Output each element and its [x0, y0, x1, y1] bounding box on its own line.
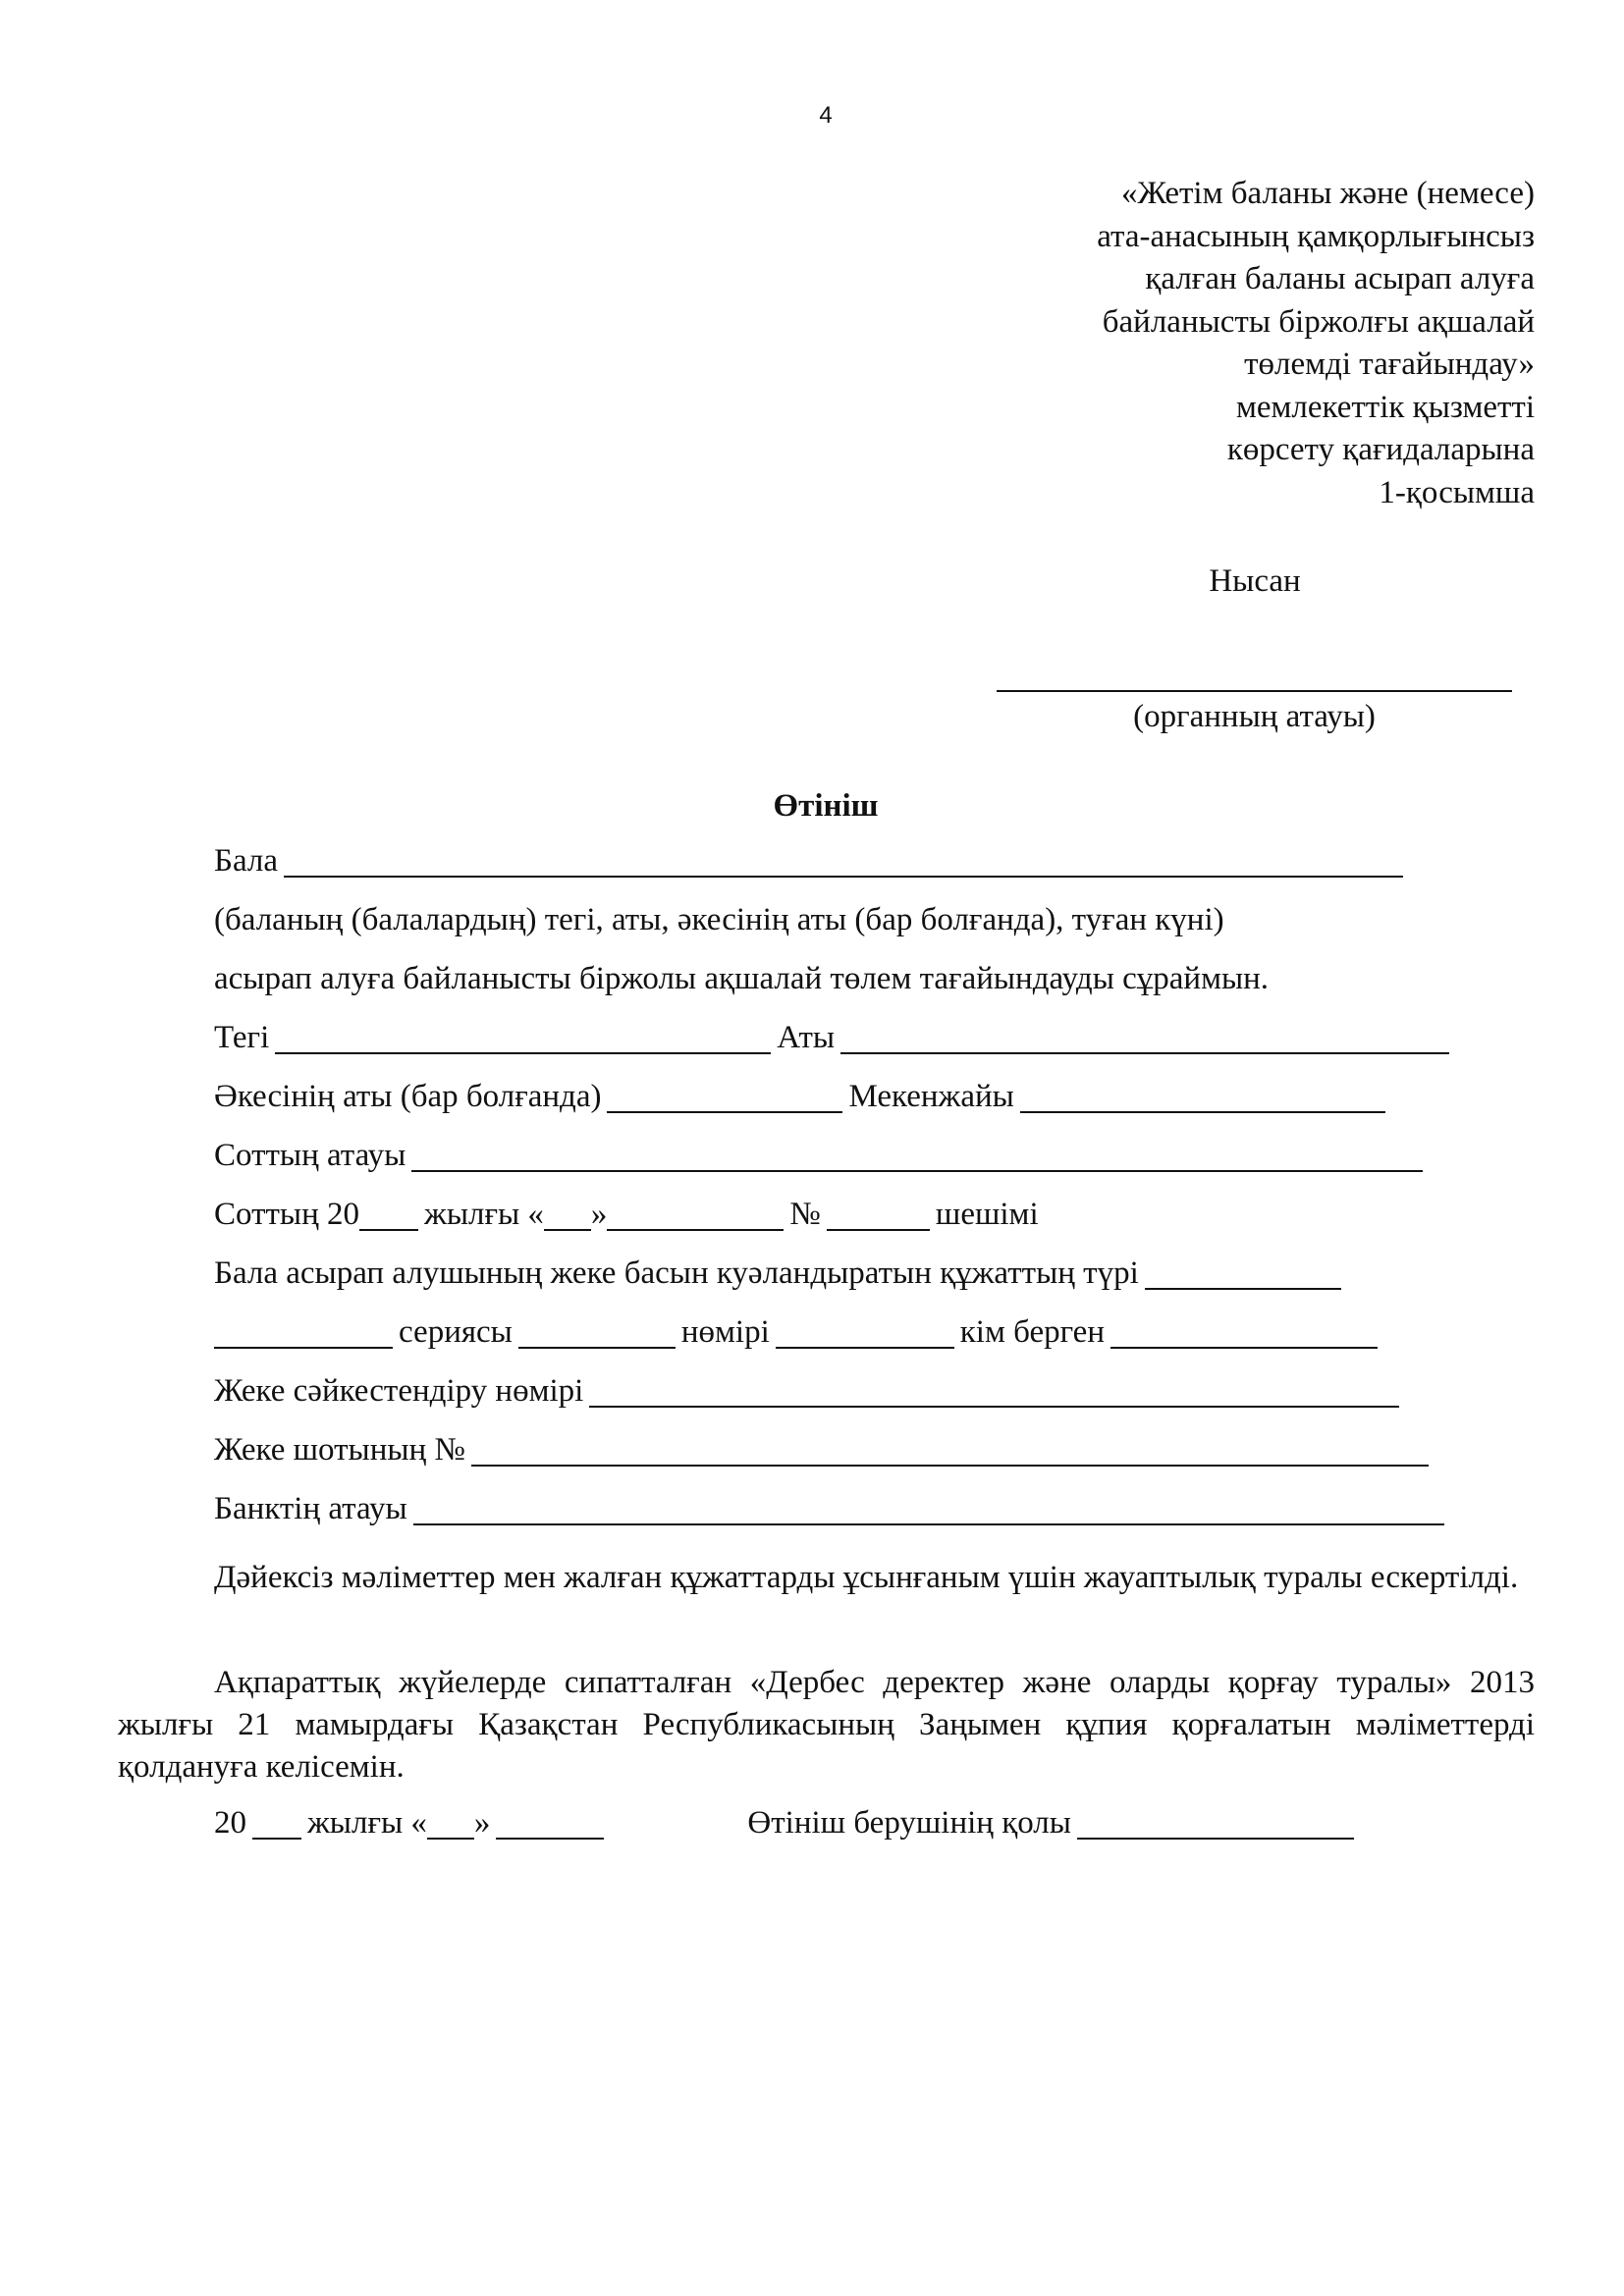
- signature-row: [214, 1804, 1360, 1843]
- document-title: Өтініш: [773, 788, 879, 824]
- address-label: Мекенжайы: [848, 1079, 1014, 1114]
- court-decision-year-field[interactable]: [359, 1200, 418, 1231]
- warning-paragraph: [118, 1557, 1535, 1599]
- patronymic-label: Әкесінің аты (бар болғанда): [214, 1079, 602, 1114]
- request-text: асырап алуға байланысты біржолы ақшалай төлем тағайындауды сұраймын.: [214, 961, 1270, 996]
- series-field[interactable]: [518, 1317, 676, 1349]
- surname-field[interactable]: [275, 1023, 771, 1054]
- patronymic-address-row: [214, 1078, 1391, 1117]
- court-decision-day-field[interactable]: [544, 1200, 591, 1231]
- number-field[interactable]: [776, 1317, 954, 1349]
- issued-by-label: кім берген: [959, 1314, 1105, 1350]
- court-name-field[interactable]: [411, 1141, 1423, 1172]
- address-field[interactable]: [1020, 1082, 1385, 1113]
- account-row: [214, 1431, 1435, 1470]
- court-name-row: [214, 1137, 1429, 1176]
- iin-row: [214, 1372, 1405, 1412]
- bank-field[interactable]: [413, 1494, 1444, 1525]
- court-decision-suffix: шешімі: [935, 1197, 1039, 1232]
- appendix-line: көрсету қағидаларына: [1226, 432, 1535, 467]
- child-hint-row: [214, 901, 1224, 940]
- court-decision-number-label: №: [789, 1197, 821, 1232]
- appendix-header: [1097, 173, 1535, 514]
- iin-field[interactable]: [589, 1376, 1399, 1408]
- signature-field[interactable]: [1077, 1808, 1354, 1840]
- number-label: нөмірі: [680, 1314, 770, 1350]
- id-doc-type-label: Бала асырап алушының жеке басын куәландыратын құжаттың түрі: [214, 1255, 1139, 1291]
- signature-month-field[interactable]: [496, 1808, 604, 1840]
- court-decision-number-field[interactable]: [827, 1200, 930, 1231]
- appendix-line: ата-анасының қамқорлығынсыз: [1097, 218, 1535, 254]
- court-decision-day-close: »: [590, 1197, 608, 1232]
- bank-row: [214, 1490, 1450, 1529]
- series-label: сериясы: [399, 1314, 513, 1350]
- consent-text: Ақпараттық жүйелерде сипатталған «Дербес деректер және оларды қорғау туралы» 2013 жылғы 21 мамырдағы Қазақстан Республикасының Заңымен құпия қорғалатын мәліметтерді қолдануға келісемін.: [118, 1665, 1535, 1785]
- court-name-label: Соттың атауы: [214, 1138, 406, 1173]
- appendix-line: «Жетім баланы және (немесе): [1120, 176, 1535, 211]
- name-label: Аты: [777, 1020, 836, 1055]
- court-decision-month-field[interactable]: [607, 1200, 784, 1231]
- signature-date-prefix: 20: [214, 1805, 246, 1841]
- appendix-line: төлемді тағайындау»: [1244, 347, 1535, 382]
- issued-by-field[interactable]: [1110, 1317, 1378, 1349]
- signature-year-field[interactable]: [252, 1808, 301, 1840]
- organ-name-field[interactable]: [997, 690, 1512, 692]
- court-decision-row: [214, 1196, 1039, 1235]
- signature-date-close: »: [473, 1805, 491, 1841]
- signature-date-year-label: жылғы «: [307, 1805, 427, 1841]
- warning-text: Дәйексіз мәліметтер мен жалған құжаттарды ұсынғаным үшін жауаптылық туралы ескертілді.: [214, 1560, 1519, 1595]
- signature-day-field[interactable]: [427, 1808, 474, 1840]
- request-row: [214, 960, 1269, 999]
- child-label: Бала: [214, 843, 279, 879]
- appendix-line: қалған баланы асырап алуға: [1145, 261, 1535, 296]
- account-field[interactable]: [471, 1435, 1429, 1467]
- page-number: 4: [819, 102, 833, 129]
- consent-paragraph: [118, 1662, 1535, 1789]
- child-hint: (баланың (балалардың) тегі, аты, әкесінің аты (бар болғанда), туған күні): [214, 902, 1224, 937]
- signature-label: Өтініш берушінің қолы: [747, 1805, 1071, 1841]
- surname-label: Тегі: [214, 1020, 270, 1055]
- id-doc-type-continued-field[interactable]: [214, 1317, 393, 1349]
- id-doc-type-field[interactable]: [1145, 1258, 1341, 1290]
- bank-label: Банктің атауы: [214, 1491, 407, 1526]
- appendix-line: мемлекеттік қызметті: [1236, 389, 1535, 425]
- child-row: [214, 842, 1409, 881]
- organ-name-caption: (органның атауы): [1133, 699, 1376, 734]
- appendix-line: байланысты біржолғы ақшалай: [1102, 303, 1535, 340]
- form-label: Нысан: [1209, 563, 1301, 599]
- account-label: Жеке шотының №: [214, 1432, 465, 1468]
- surname-name-row: [214, 1019, 1455, 1058]
- id-doc-type-row: [214, 1255, 1347, 1294]
- id-doc-details-row: [214, 1313, 1383, 1353]
- appendix-line: 1-қосымша: [1379, 474, 1535, 510]
- patronymic-field[interactable]: [607, 1082, 842, 1113]
- name-field[interactable]: [840, 1023, 1449, 1054]
- court-decision-prefix: Соттың 20: [214, 1197, 360, 1232]
- court-decision-year-label: жылғы «: [424, 1197, 544, 1232]
- iin-label: Жеке сәйкестендіру нөмірі: [214, 1373, 584, 1409]
- child-field[interactable]: [284, 846, 1403, 878]
